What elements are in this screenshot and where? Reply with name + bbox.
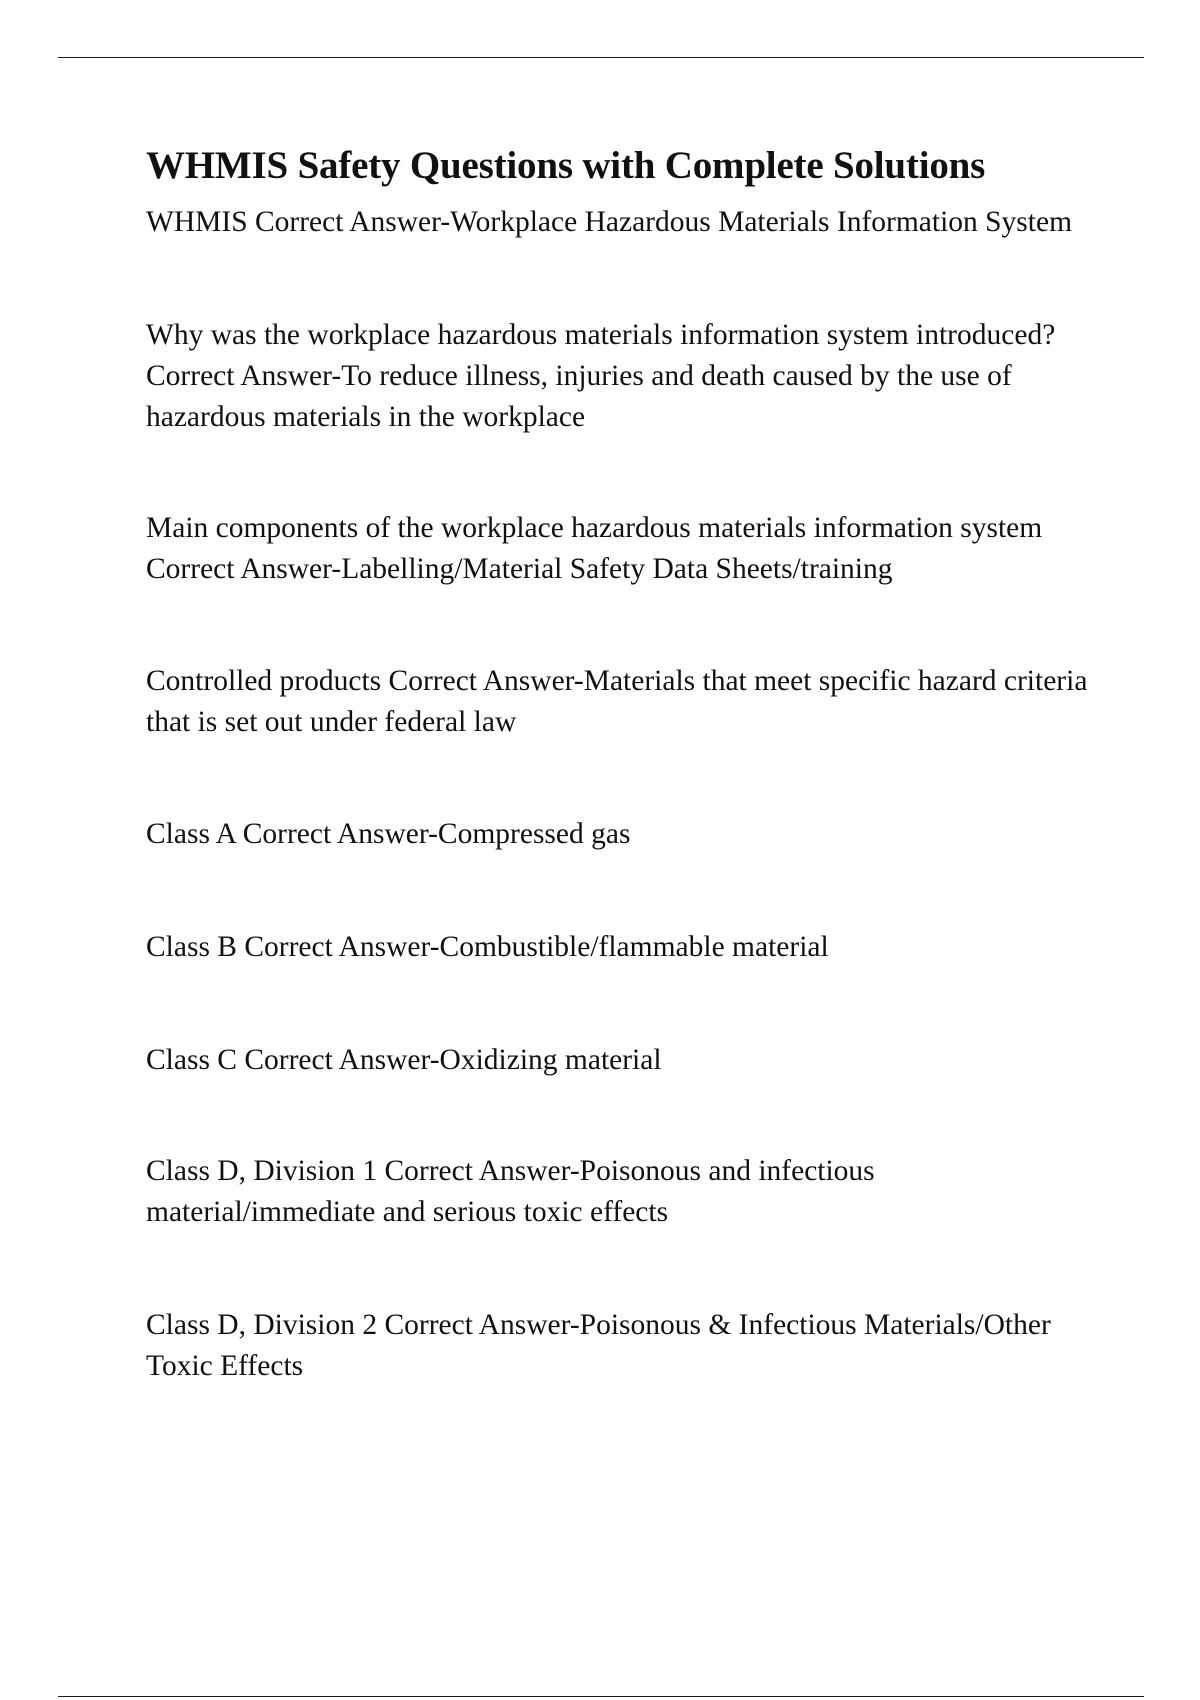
qa-item: Class D, Division 1 Correct Answer-Poisonous and infectious material/immediate and serious toxic effects: [146, 1155, 875, 1228]
qa-item: Class C Correct Answer-Oxidizing material: [146, 1044, 662, 1076]
top-divider: [58, 57, 1144, 58]
qa-item: Class A Correct Answer-Compressed gas: [146, 818, 631, 850]
document-body: [146, 140, 1096, 1387]
qa-item: Why was the workplace hazardous materials information system introduced? Correct Answer-To reduce illness, injuries and death caused by the use of hazardous materials in the workplace: [146, 319, 1056, 433]
qa-item: Class D, Division 2 Correct Answer-Poisonous & Infectious Materials/Other Toxic Effects: [146, 1309, 1051, 1382]
qa-item: WHMIS Correct Answer-Workplace Hazardous Materials Information System: [146, 206, 1073, 238]
qa-item: Controlled products Correct Answer-Materials that meet specific hazard criteria that is set out under federal law: [146, 665, 1088, 738]
document-title: WHMIS Safety Questions with Complete Solutions: [146, 144, 986, 187]
qa-item: Class B Correct Answer-Combustible/flammable material: [146, 931, 829, 963]
qa-item: Main components of the workplace hazardous materials information system Correct Answer-Labelling/Material Safety Data Sheets/training: [146, 512, 1043, 585]
bottom-divider: [58, 1696, 1144, 1697]
